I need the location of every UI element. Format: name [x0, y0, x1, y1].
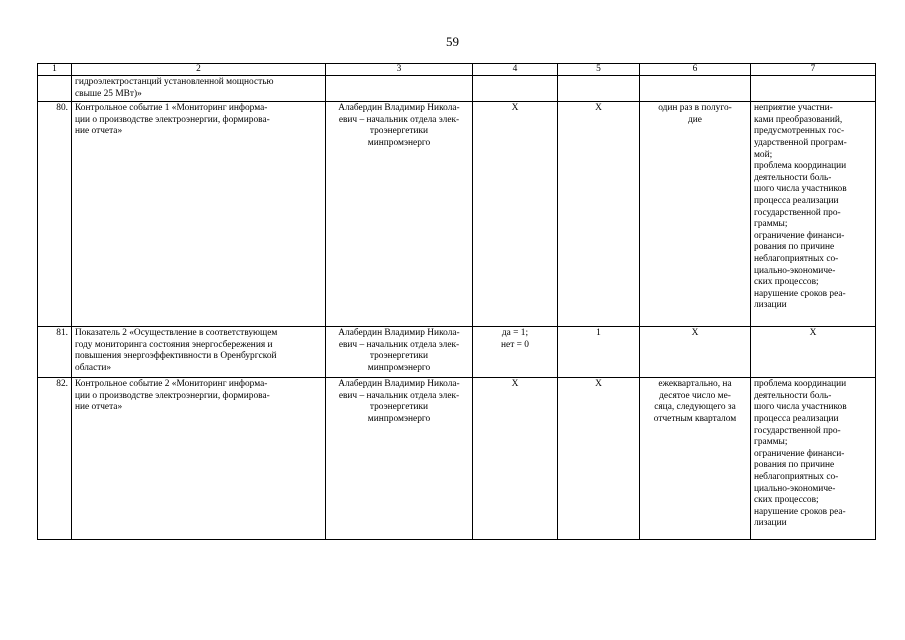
text-line: предусмотренных гос- — [754, 126, 845, 137]
text-line: повышения энергоэффективности в Оренбургской — [75, 351, 277, 362]
text-line: проблема координации — [754, 379, 847, 390]
monitoring-table — [37, 63, 876, 540]
text-line: ками преобразований, — [754, 114, 843, 125]
text-line: неприятие участни- — [754, 103, 833, 114]
text-line: троэнергетики — [369, 351, 429, 362]
text-line: X — [511, 379, 519, 390]
continuation-text — [72, 76, 326, 102]
row-number: 82. — [38, 378, 72, 540]
text-line: ние отчета» — [75, 402, 123, 413]
column-header: 5 — [558, 64, 640, 76]
table-cell — [326, 76, 473, 102]
text-line: ние отчета» — [75, 126, 123, 137]
event-name — [72, 102, 326, 327]
text-line: свыше 25 МВт)» — [75, 88, 142, 99]
text-line: нарушение сроков реа- — [754, 506, 846, 517]
text-line: шого числа участников — [754, 402, 847, 413]
text-line: Контрольное событие 2 «Мониторинг информа- — [75, 379, 268, 390]
text-line: Показатель 2 «Осуществление в соответствующем — [75, 328, 278, 339]
text-line: области» — [75, 362, 112, 373]
responsible-person — [326, 378, 473, 540]
text-line: евич – начальник отдела элек- — [338, 114, 460, 125]
column-header: 7 — [751, 64, 876, 76]
column-4-value — [473, 327, 558, 378]
text-line: минпромэнерго — [367, 413, 431, 424]
text-line: один раз в полуго- — [658, 103, 732, 114]
table-cell — [38, 76, 72, 102]
text-line: троэнергетики — [369, 126, 429, 137]
text-line: государственной про- — [754, 207, 841, 218]
text-line: гидроэлектростанций установленной мощностью — [75, 77, 274, 87]
indicator-name — [72, 327, 326, 378]
text-line: году мониторинга состояния энергосбережения и — [75, 339, 273, 350]
text-line: Контрольное событие 1 «Мониторинг информа- — [75, 103, 268, 114]
column-4-value — [473, 102, 558, 327]
periodicity — [640, 102, 751, 327]
text-line: X — [595, 103, 602, 114]
column-5-value — [558, 327, 640, 378]
text-line: X — [809, 328, 817, 339]
text-line: ских процессов; — [754, 495, 819, 506]
text-line: 1 — [596, 328, 601, 339]
text-line: нет = 0 — [501, 339, 529, 350]
table-cell — [640, 76, 751, 102]
text-line: шого числа участников — [754, 184, 847, 195]
periodicity — [640, 378, 751, 540]
text-line: лизации — [754, 518, 787, 529]
column-header: 2 — [72, 64, 326, 76]
table-cell — [473, 76, 558, 102]
text-line: отчетным кварталом — [653, 413, 737, 424]
column-header: 3 — [326, 64, 473, 76]
text-line: сяца, следующего за — [654, 402, 736, 413]
text-line: проблема координации — [754, 161, 847, 172]
page-number: 59 — [446, 34, 459, 49]
text-line: процесса реализации — [754, 413, 839, 424]
text-line: нарушение сроков реа- — [754, 288, 846, 299]
column-5-value — [558, 378, 640, 540]
column-5-value — [558, 102, 640, 327]
table-row — [38, 378, 876, 540]
column-number-header — [38, 64, 876, 76]
text-line: евич – начальник отдела элек- — [338, 390, 460, 401]
text-line: X — [511, 103, 519, 114]
text-line: X — [691, 328, 699, 339]
text-line: неблагоприятных со- — [754, 471, 839, 482]
column-header: 4 — [473, 64, 558, 76]
text-line: рования по причине — [754, 460, 835, 471]
text-line: мой; — [754, 149, 773, 160]
periodicity — [640, 327, 751, 378]
column-header: 6 — [640, 64, 751, 76]
text-line: минпромэнерго — [367, 362, 431, 373]
column-header: 1 — [38, 64, 72, 76]
text-line: X — [595, 379, 602, 390]
text-line: да = 1; — [501, 328, 529, 339]
risks — [751, 327, 876, 378]
text-line: циально-экономиче- — [754, 265, 836, 276]
text-line: Алабердин Владимир Никола- — [338, 379, 460, 390]
text-line: деятельности боль- — [754, 172, 832, 183]
text-line: рования по причине — [754, 242, 835, 253]
responsible-person — [326, 327, 473, 378]
text-line: ежеквартально, на — [658, 379, 732, 390]
text-line: циально-экономиче- — [754, 483, 836, 494]
table-row — [38, 327, 876, 378]
text-line: десятое число ме- — [659, 390, 731, 401]
text-line: ции о производстве электроэнергии, формирова- — [75, 114, 270, 125]
text-line: дие — [688, 114, 702, 125]
text-line: троэнергетики — [369, 402, 429, 413]
text-line: ограничение финанси- — [754, 448, 845, 459]
continuation-row — [38, 76, 876, 102]
text-line: деятельности боль- — [754, 390, 832, 401]
text-line: лизации — [754, 300, 787, 311]
text-line: минпромэнерго — [367, 137, 431, 148]
event-name — [72, 378, 326, 540]
row-number: 80. — [38, 102, 72, 327]
table-cell — [751, 76, 876, 102]
table-row — [38, 102, 876, 327]
table-cell — [558, 76, 640, 102]
text-line: граммы; — [754, 437, 788, 448]
risks — [751, 102, 876, 327]
responsible-person — [326, 102, 473, 327]
text-line: граммы; — [754, 219, 788, 230]
risks — [751, 378, 876, 540]
text-line: Алабердин Владимир Никола- — [338, 103, 460, 114]
text-line: неблагоприятных со- — [754, 253, 839, 264]
text-line: ударственной програм- — [754, 137, 847, 148]
column-4-value — [473, 378, 558, 540]
text-line: евич – начальник отдела элек- — [338, 339, 460, 350]
text-line: Алабердин Владимир Никола- — [338, 328, 460, 339]
text-line: ции о производстве электроэнергии, формирова- — [75, 390, 270, 401]
text-line: государственной про- — [754, 425, 841, 436]
text-line: процесса реализации — [754, 195, 839, 206]
text-line: ских процессов; — [754, 277, 819, 288]
row-number: 81. — [38, 327, 72, 378]
text-line: ограничение финанси- — [754, 230, 845, 241]
